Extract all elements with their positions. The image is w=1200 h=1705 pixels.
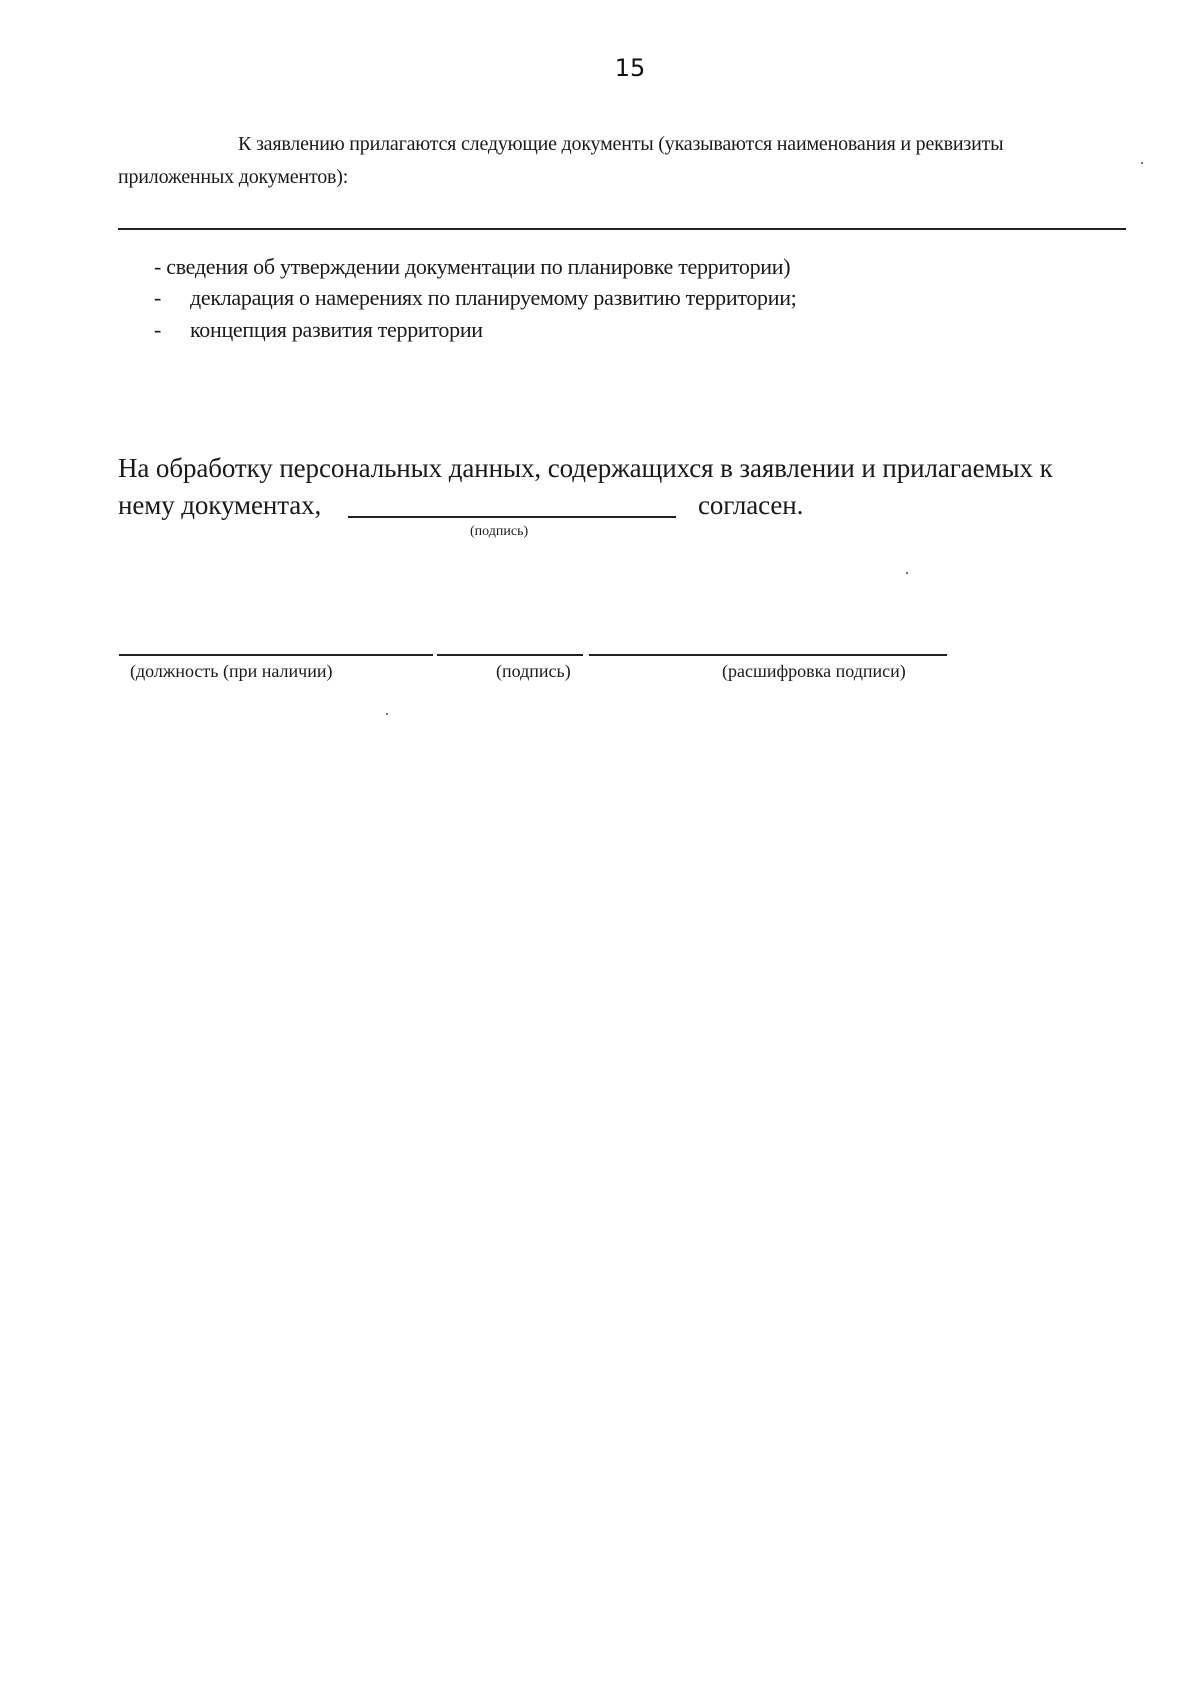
consent-signature-caption: (подпись) bbox=[470, 524, 529, 539]
list-item bbox=[154, 254, 790, 280]
signature-decoding-field[interactable] bbox=[589, 654, 947, 656]
scan-speck bbox=[1141, 162, 1143, 164]
attachments-intro-line-2: приложенных документов): bbox=[118, 166, 349, 188]
scan-speck bbox=[906, 572, 908, 574]
signature-field[interactable] bbox=[437, 654, 583, 656]
attachments-intro-line-1: К заявлению прилагаются следующие документы (указываются наименования и реквизиты bbox=[238, 133, 1004, 155]
list-bullet: - bbox=[154, 285, 162, 310]
consent-line-2-prefix: нему документах, bbox=[118, 490, 322, 520]
consent-signature-field[interactable] bbox=[348, 516, 676, 518]
list-item bbox=[154, 317, 161, 343]
position-field[interactable] bbox=[119, 654, 433, 656]
signature-decoding-label: (расшифровка подписи) bbox=[722, 661, 906, 681]
position-label: (должность (при наличии) bbox=[130, 661, 333, 681]
list-bullet: - bbox=[154, 254, 167, 279]
list-item bbox=[154, 285, 161, 311]
scan-speck bbox=[386, 713, 388, 715]
signature-label: (подпись) bbox=[496, 661, 571, 681]
list-item-text: концепция развития территории bbox=[190, 317, 483, 342]
page-number: 15 bbox=[614, 54, 646, 82]
consent-line-2-suffix: согласен. bbox=[698, 490, 804, 520]
consent-line-1: На обработку персональных данных, содержащихся в заявлении и прилагаемых к bbox=[118, 453, 1053, 483]
list-bullet: - bbox=[154, 317, 162, 342]
list-item-text: декларация о намерениях по планируемому развитию территории; bbox=[190, 285, 797, 310]
list-item-text: сведения об утверждении документации по планировке территории) bbox=[166, 254, 791, 279]
attachments-fill-line bbox=[118, 228, 1126, 230]
